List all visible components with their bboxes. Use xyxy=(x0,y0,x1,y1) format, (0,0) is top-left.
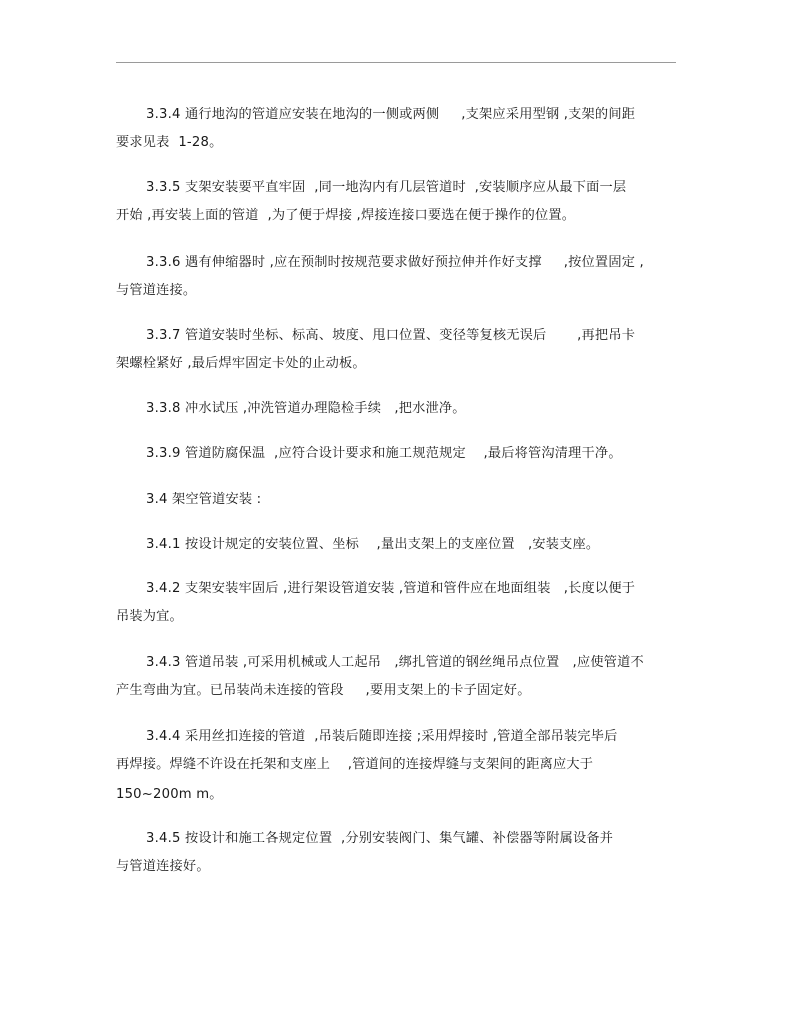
paragraph-3-4-5-line-1: 3.4.5 按设计和施工各规定位置 ,分别安装阀门、集气罐、补偿器等附属设备并 xyxy=(146,831,614,846)
paragraph-3-3-8: 3.3.8 冲水试压 ,冲洗管道办理隐检手续 ,把水泄净。 xyxy=(146,401,466,416)
paragraph-3-3-7-line-2: 架螺栓紧好 ,最后焊牢固定卡处的止动板。 xyxy=(116,356,366,371)
paragraph-3-3-4-line-2: 要求见表 1-28。 xyxy=(116,135,223,150)
paragraph-3-4-3-line-2: 产生弯曲为宜。已吊装尚未连接的管段 ,要用支架上的卡子固定好。 xyxy=(116,683,531,698)
paragraph-3-4-4-line-1: 3.4.4 采用丝扣连接的管道 ,吊装后随即连接 ;采用焊接时 ,管道全部吊装完毕后 xyxy=(146,729,618,744)
paragraph-3-3-5-line-2: 开始 ,再安装上面的管道 ,为了便于焊接 ,焊接连接口要选在便于操作的位置。 xyxy=(116,208,576,223)
paragraph-3-4-5-line-2: 与管道连接好。 xyxy=(116,859,210,874)
paragraph-3-4-1: 3.4.1 按设计规定的安装位置、坐标 ,量出支架上的支座位置 ,安装支座。 xyxy=(146,537,600,552)
paragraph-3-4-3-line-1: 3.4.3 管道吊装 ,可采用机械或人工起吊 ,绑扎管道的钢丝绳吊点位置 ,应使管道不 xyxy=(146,655,644,670)
paragraph-3-4-2-line-1: 3.4.2 支架安装牢固后 ,进行架设管道安装 ,管道和管件应在地面组装 ,长度以便于 xyxy=(146,581,636,596)
paragraph-3-3-6-line-2: 与管道连接。 xyxy=(116,283,197,298)
paragraph-3-3-9: 3.3.9 管道防腐保温 ,应符合设计要求和施工规范规定 ,最后将管沟清理干净。 xyxy=(146,446,622,461)
paragraph-3-3-6-line-1: 3.3.6 遇有伸缩器时 ,应在预制时按规范要求做好预拉伸并作好支撑 ,按位置固定 , xyxy=(146,255,644,270)
header-rule xyxy=(116,62,676,63)
paragraph-3-4-2-line-2: 吊装为宜。 xyxy=(116,609,183,624)
paragraph-3-3-4-line-1: 3.3.4 通行地沟的管道应安装在地沟的一侧或两侧 ,支架应采用型钢 ,支架的间距 xyxy=(146,107,636,122)
section-3-4-heading: 3.4 架空管道安装 : xyxy=(146,492,262,507)
paragraph-3-4-4-line-3: 150~200m m。 xyxy=(116,787,223,802)
paragraph-3-3-7-line-1: 3.3.7 管道安装时坐标、标高、坡度、甩口位置、变径等复核无误后 ,再把吊卡 xyxy=(146,328,636,343)
paragraph-3-4-4-line-2: 再焊接。焊缝不许设在托架和支座上 ,管道间的连接焊缝与支架间的距离应大于 xyxy=(116,757,594,772)
paragraph-3-3-5-line-1: 3.3.5 支架安装要平直牢固 ,同一地沟内有几层管道时 ,安装顺序应从最下面一层 xyxy=(146,180,627,195)
